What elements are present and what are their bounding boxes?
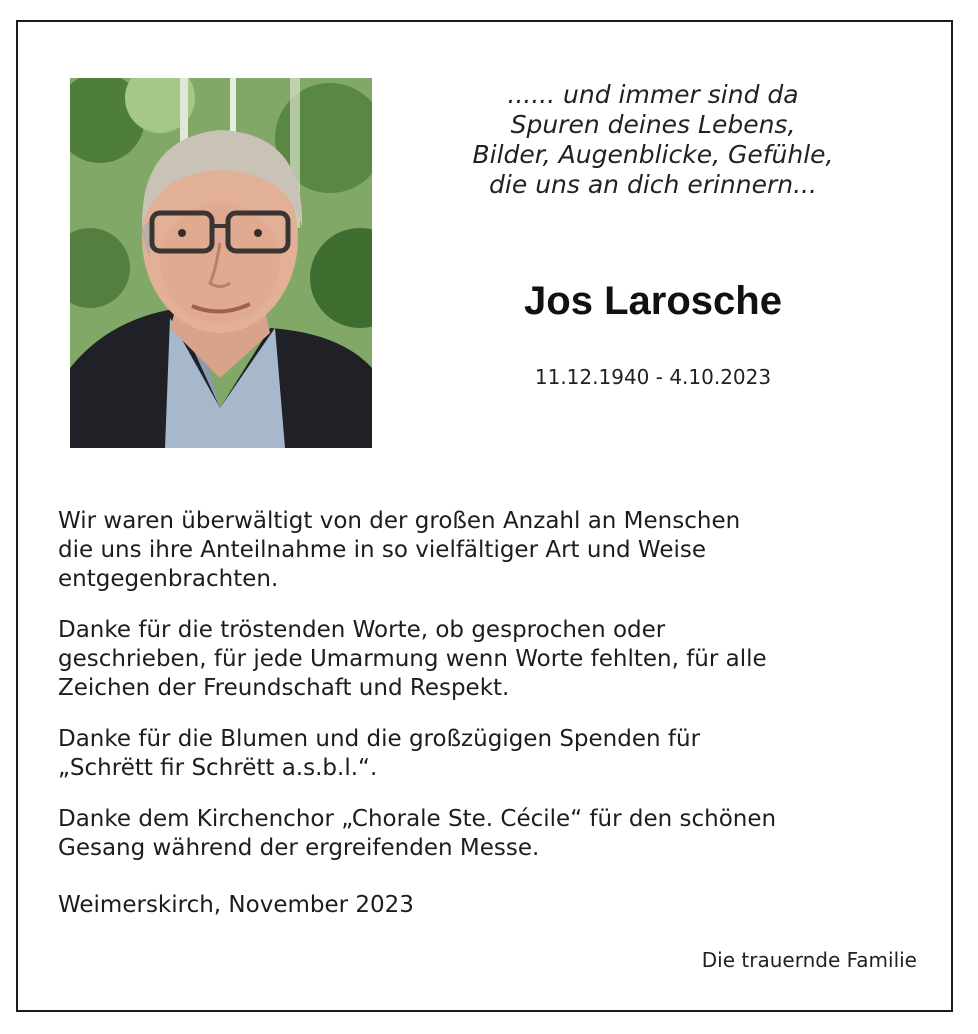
message-line: Danke dem Kirchenchor „Chorale Ste. Cécile“ für den schönen bbox=[58, 806, 777, 832]
place-and-date: Weimerskirch, November 2023 bbox=[58, 892, 414, 918]
message-line: die uns ihre Anteilnahme in so vielfältiger Art und Weise bbox=[58, 537, 706, 563]
poem-line: Bilder, Augenblicke, Gefühle, bbox=[472, 140, 834, 169]
deceased-name: Jos Larosche bbox=[524, 279, 782, 323]
message-line: Wir waren überwältigt von der großen Anzahl an Menschen bbox=[58, 508, 741, 534]
life-dates: 11.12.1940 - 4.10.2023 bbox=[534, 365, 772, 389]
message-line: „Schrëtt fir Schrëtt a.s.b.l.“. bbox=[58, 755, 378, 781]
message-line: entgegenbrachten. bbox=[58, 566, 279, 592]
memorial-poem bbox=[418, 80, 888, 200]
message-paragraph bbox=[58, 805, 928, 863]
family-signature: Die trauernde Familie bbox=[701, 948, 917, 972]
message-line: Danke für die tröstenden Worte, ob gesprochen oder bbox=[58, 617, 666, 643]
message-line: Zeichen der Freundschaft und Respekt. bbox=[58, 675, 510, 701]
message-paragraph bbox=[58, 507, 928, 594]
message-line: geschrieben, für jede Umarmung wenn Worte fehlten, für alle bbox=[58, 646, 767, 672]
message-line: Danke für die Blumen und die großzügigen Spenden für bbox=[58, 726, 701, 752]
obituary-card bbox=[16, 20, 953, 1012]
thank-you-message bbox=[58, 507, 928, 920]
poem-line: Spuren deines Lebens, bbox=[510, 110, 796, 139]
message-paragraph bbox=[58, 616, 928, 703]
message-paragraph bbox=[58, 725, 928, 783]
poem-line: die uns an dich erinnern... bbox=[489, 170, 817, 199]
poem-line: ...... und immer sind da bbox=[507, 80, 799, 109]
portrait-photo bbox=[70, 78, 372, 448]
message-line: Gesang während der ergreifenden Messe. bbox=[58, 835, 540, 861]
